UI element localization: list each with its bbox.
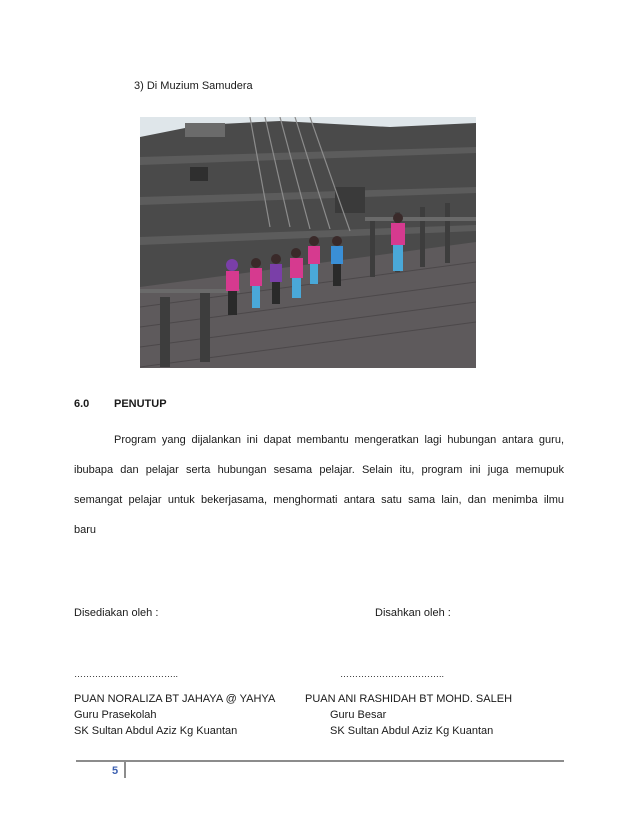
photo-caption: 3) Di Muzium Samudera xyxy=(134,80,253,92)
approved-by-label: Disahkan oleh : xyxy=(375,607,451,619)
paragraph-line-4: baru xyxy=(74,524,97,536)
page-number-bar xyxy=(124,762,126,778)
approved-by-school: SK Sultan Abdul Aziz Kg Kuantan xyxy=(330,725,494,737)
approved-by-signature-line: …………………………….. xyxy=(340,669,445,679)
paragraph-line-3: semangat pelajar untuk bekerjasama, menghormati antara satu sama lain, dan menimba ilmu xyxy=(74,494,564,506)
page-number: 5 xyxy=(112,765,119,777)
section-number: 6.0 xyxy=(74,398,90,410)
prepared-by-title: Guru Prasekolah xyxy=(74,709,157,721)
footer-divider xyxy=(76,760,564,762)
prepared-by-signature-line: …………………………….. xyxy=(74,669,179,679)
section-title: PENUTUP xyxy=(114,398,167,410)
photo-icon xyxy=(140,117,476,368)
paragraph-line-2: ibubapa dan pelajar serta hubungan sesama pelajar. Selain itu, program ini juga memupuk xyxy=(74,464,564,476)
museum-photo xyxy=(140,117,476,368)
prepared-by-label: Disediakan oleh : xyxy=(74,607,159,619)
approved-by-name: PUAN ANI RASHIDAH BT MOHD. SALEH xyxy=(305,693,513,705)
prepared-by-name: PUAN NORALIZA BT JAHAYA @ YAHYA xyxy=(74,693,276,705)
approved-by-title: Guru Besar xyxy=(330,709,387,721)
prepared-by-school: SK Sultan Abdul Aziz Kg Kuantan xyxy=(74,725,238,737)
paragraph-line-1: Program yang dijalankan ini dapat membantu mengeratkan lagi hubungan antara guru, xyxy=(114,434,564,446)
